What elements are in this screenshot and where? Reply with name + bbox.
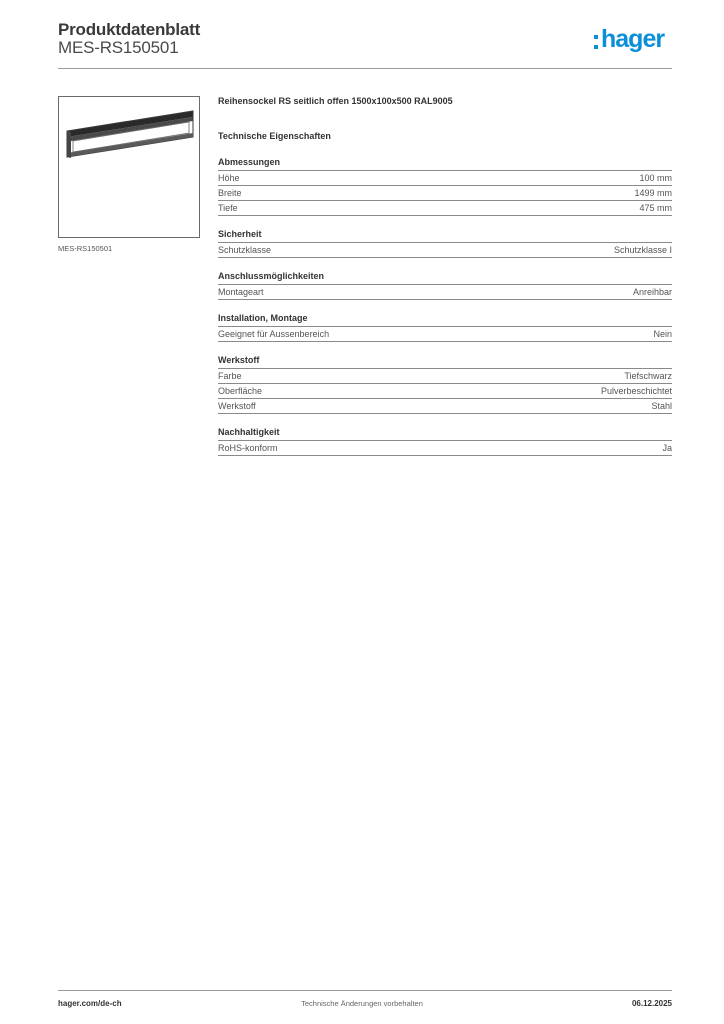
spec-value: Stahl [651,401,672,411]
footer-date: 06.12.2025 [631,999,672,1008]
hager-logo [594,27,664,52]
spec-row [218,327,672,342]
spec-value: 100 mm [639,173,672,183]
spec-label: Breite [218,188,242,198]
footer-website-link[interactable]: hager.com/de-ch [58,999,122,1008]
spec-row [218,369,672,384]
spec-value: Tiefschwarz [624,371,672,381]
spec-group-title: Anschlussmöglichkeiten [218,270,672,285]
spec-label: Geeignet für Aussenbereich [218,329,330,339]
spec-value: 475 mm [639,203,672,213]
spec-row [218,441,672,456]
spec-group-title: Nachhaltigkeit [218,426,672,441]
spec-row [218,285,672,300]
spec-label: Farbe [218,371,242,381]
spec-group-title: Sicherheit [218,228,672,243]
spec-row [218,186,672,201]
spec-group [218,426,672,456]
product-name: Reihensockel RS seitlich offen 1500x100x500 RAL9005 [218,96,453,106]
article-number: MES-RS150501 [58,38,179,57]
logo-text: hager [601,25,665,53]
specs-heading: Technische Eigenschaften [218,131,331,141]
plinth-frame-image [59,97,199,237]
spec-value: Schutzklasse I [613,245,672,255]
footer-divider [58,990,672,991]
spec-groups [218,156,672,456]
spec-label: Schutzklasse [218,245,272,255]
footer-notice: Technische Änderungen vorbehalten [301,999,423,1008]
spec-label: RoHS-konform [218,443,278,453]
spec-row [218,171,672,186]
spec-row [218,201,672,216]
spec-value: 1499 mm [634,188,672,198]
spec-label: Tiefe [218,203,238,213]
spec-row [218,243,672,258]
spec-group [218,228,672,258]
spec-value: Nein [653,329,672,339]
product-image [58,96,200,238]
spec-label: Oberfläche [218,386,263,396]
header-divider [58,68,672,69]
logo-dots-icon [594,35,598,49]
spec-value: Pulverbeschichtet [600,386,672,396]
spec-row [218,399,672,414]
spec-value: Anreihbar [632,287,672,297]
spec-label: Werkstoff [218,401,256,411]
spec-group-title: Installation, Montage [218,312,672,327]
spec-label: Höhe [218,173,240,183]
image-caption: MES-RS150501 [58,244,113,253]
spec-group-title: Abmessungen [218,156,672,171]
spec-row [218,384,672,399]
spec-group-title: Werkstoff [218,354,672,369]
spec-label: Montageart [218,287,264,297]
spec-value: Ja [662,443,672,453]
page-title: Produktdatenblatt [58,20,201,39]
spec-content [218,96,672,456]
spec-group [218,270,672,300]
spec-group [218,354,672,414]
spec-group [218,156,672,216]
spec-group [218,312,672,342]
